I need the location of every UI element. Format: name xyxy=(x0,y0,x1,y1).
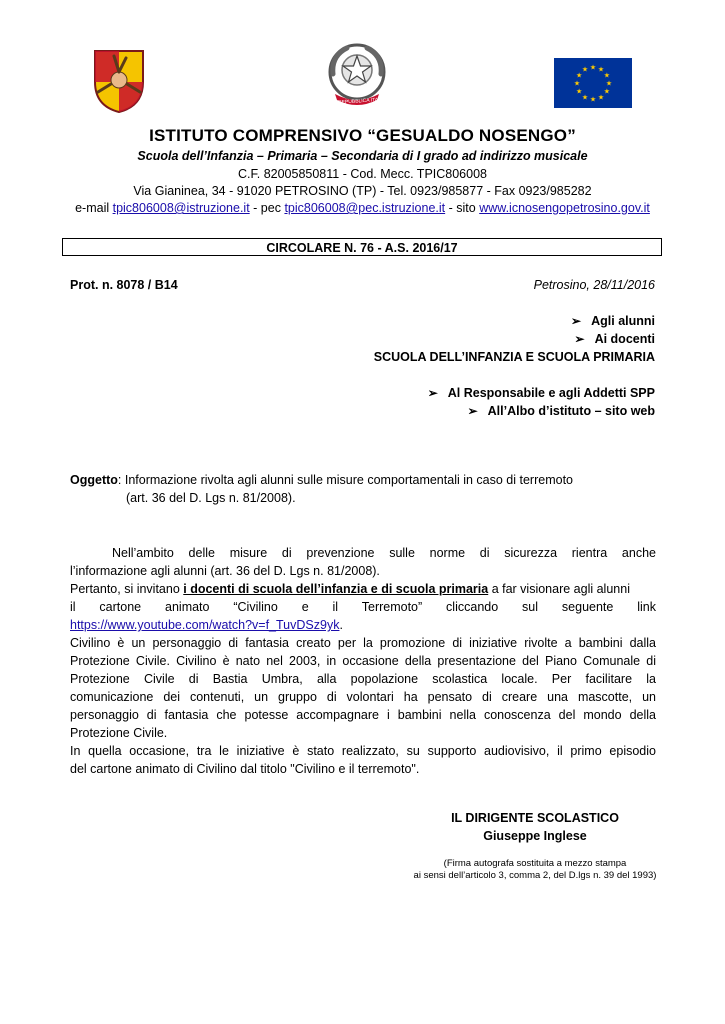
school-address: Via Gianinea, 34 - 91020 PETROSINO (TP) - Tel. 0923/985877 - Fax 0923/985282 xyxy=(133,184,592,198)
body-p3-l6: Protezione Civile. xyxy=(70,726,168,740)
eu-star-icon: ★ xyxy=(589,64,597,72)
sicily-coat-of-arms-logo xyxy=(92,48,146,114)
youtube-link[interactable]: https://www.youtube.com/watch?v=f_TuvDSz9yk xyxy=(70,618,340,632)
recipient-teachers: ➢ Ai docenti xyxy=(574,332,655,346)
body-p4-l1: In quella occasione, tra le iniziative è stato realizzato, su supporto audiovisivo, il primo episodio xyxy=(70,744,656,758)
recipient-spp: ➢ Al Responsabile e agli Addetti SPP xyxy=(427,386,655,400)
signature-name: Giuseppe Inglese xyxy=(483,829,587,843)
eu-star-icon: ★ xyxy=(589,96,597,104)
body-p3-l3: Protezione Civile di Bastia Umbra, alla popolazione scolastica locale. Per facilitare la xyxy=(70,672,656,686)
protocol-number: Prot. n. 8078 / B14 xyxy=(70,278,178,292)
eu-star-icon: ★ xyxy=(605,80,613,88)
school-subtitle: Scuola dell’Infanzia – Primaria – Secondaria di I grado ad indirizzo musicale xyxy=(137,149,588,163)
pec-label: - pec xyxy=(249,201,285,215)
eu-flag-logo xyxy=(554,58,632,108)
eu-star-icon: ★ xyxy=(597,94,605,102)
school-name: ISTITUTO COMPRENSIVO “GESUALDO NOSENGO” xyxy=(149,126,576,145)
recipient-students: ➢ Agli alunni xyxy=(571,314,655,328)
eu-star-icon: ★ xyxy=(597,66,605,74)
eu-star-icon: ★ xyxy=(581,66,589,74)
signature-note-2: ai sensi dell’articolo 3, comma 2, del D.lgs n. 39 del 1993) xyxy=(413,870,657,881)
subject-label: Oggetto xyxy=(70,473,118,487)
body-paragraph-1-line-1: Nell’ambito delle misure di prevenzione sulle norme di sicurezza rientra anche xyxy=(112,546,656,560)
subject-line-2: (art. 36 del D. Lgs n. 81/2008). xyxy=(126,491,296,505)
arrow-bullet-icon: ➢ xyxy=(571,314,582,328)
email-link[interactable]: tpic806008@istruzione.it xyxy=(112,201,250,215)
eu-star-icon: ★ xyxy=(576,88,583,96)
email-label: e-mail xyxy=(75,201,113,215)
body-paragraph-2-line-2: il cartone animato “Civilino e il Terremoto” cliccando sul seguente link xyxy=(70,600,656,614)
recipient-schools: SCUOLA DELL’INFANZIA E SCUOLA PRIMARIA xyxy=(373,350,655,364)
body-p3-l2: Protezione Civile. Civilino è nato nel 2003, in occasione della presentazione del Piano Comunale di xyxy=(70,654,656,668)
eu-star-icon: ★ xyxy=(573,80,581,88)
place-date: Petrosino, 28/11/2016 xyxy=(533,278,655,292)
body-p3-l4: comunicazione dei contenuti, un gruppo di volontari ha pensato di creare una mascotte, un xyxy=(70,690,656,704)
body-p3-l1: Civilino è un personaggio di fantasia creato per la promozione di iniziative rivolte a bambini dalla xyxy=(70,636,656,650)
eu-star-icon: ★ xyxy=(603,72,610,80)
eu-star-icon: ★ xyxy=(581,94,589,102)
school-contacts xyxy=(0,201,725,215)
school-codes: C.F. 82005850811 - Cod. Mecc. TPIC806008 xyxy=(238,167,487,181)
body-paragraph-1-line-2: l’informazione agli alunni (art. 36 del D. Lgs n. 81/2008). xyxy=(70,564,380,578)
circolare-box: CIRCOLARE N. 76 - A.S. 2016/17 xyxy=(62,238,662,256)
subject-line: Oggetto: Informazione rivolta agli alunni sulle misure comportamentali in caso di terremoto xyxy=(70,473,573,487)
body-p4-l2: del cartone animato di Civilino dal titolo "Civilino e il terremoto". xyxy=(70,762,420,776)
body-paragraph-2-line-1: Pertanto, si invitano i docenti di scuola dell’infanzia e di scuola primaria a far visionare agli alunni xyxy=(70,582,630,596)
arrow-bullet-icon: ➢ xyxy=(467,404,478,418)
arrow-bullet-icon: ➢ xyxy=(574,332,585,346)
website-link[interactable]: www.icnosengopetrosino.gov.it xyxy=(479,201,650,215)
recipient-albo: ➢ All’Albo d’istituto – sito web xyxy=(467,404,655,418)
pec-link[interactable]: tpic806008@pec.istruzione.it xyxy=(284,201,446,215)
eu-star-icon: ★ xyxy=(603,88,610,96)
arrow-bullet-icon: ➢ xyxy=(427,386,438,400)
emblem-ribbon-text: REPUBBLICA ITALIANA xyxy=(337,96,393,106)
body-p3-l5: personaggio di fantasia che potesse accompagnare i bambini nella conoscenza del mondo della xyxy=(70,708,656,722)
site-label: - sito xyxy=(445,201,480,215)
eu-star-icon: ★ xyxy=(576,72,583,80)
signature-role: IL DIRIGENTE SCOLASTICO xyxy=(451,811,619,825)
body-link-line: https://www.youtube.com/watch?v=f_TuvDSz9yk. xyxy=(70,618,343,632)
signature-note-1: (Firma autografa sostituita a mezzo stampa xyxy=(443,858,627,869)
